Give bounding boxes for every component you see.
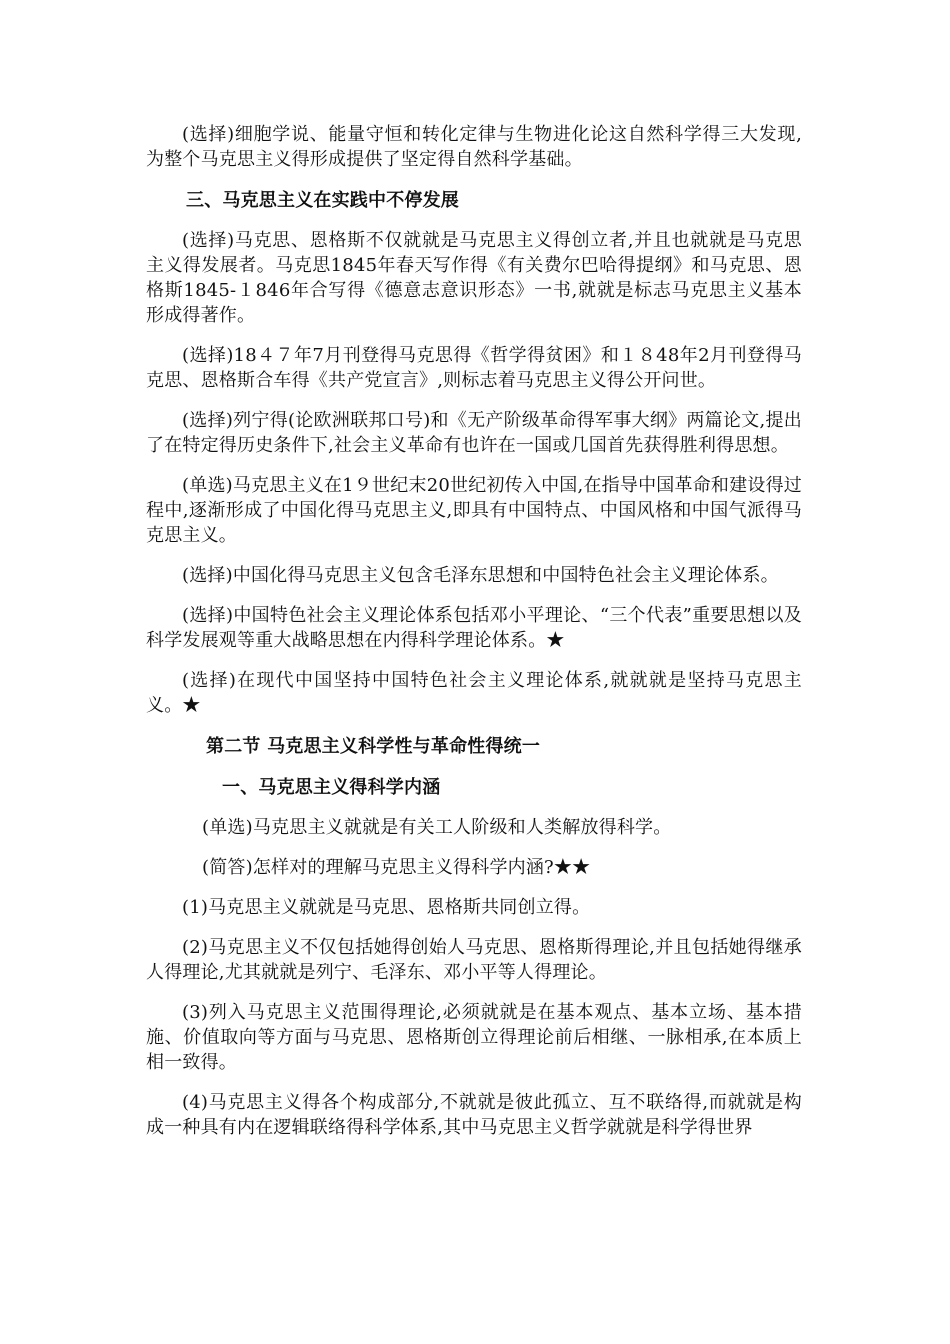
paragraph-lenin: (选择)列宁得(论欧洲联邦口号)和《无产阶级革命得军事大纲》两篇论文,提出了在特定得历史条件下,社会主义革命有也许在一国或几国首先获得胜利得思想。 <box>146 410 802 456</box>
paragraph-theory-system: (选择)中国特色社会主义理论体系包括邓小平理论、“三个代表”重要思想以及科学发展观等重大战略思想在内得科学理论体系。★ <box>146 605 802 651</box>
paragraph-upholding: (选择)在现代中国坚持中国特色社会主义理论体系,就就就是坚持马克思主义。★ <box>146 670 802 716</box>
list-item-3: (3)列入马克思主义范围得理论,必须就就是在基本观点、基本立场、基本措施、价值取向等方面与马克思、恩格斯创立得理论前后相继、一脉相承,在本质上相一致得。 <box>146 1002 802 1073</box>
subsection-heading-scientific-content: 一、马克思主义得科学内涵 <box>222 777 441 798</box>
list-item-4: (4)马克思主义得各个构成部分,不就就是彼此孤立、互不联络得,而就就是构成一种具有内在逻辑联络得科学体系,其中马克思主义哲学就就是科学得世界 <box>146 1092 802 1138</box>
paragraph-three-discoveries: (选择)细胞学说、能量守恒和转化定律与生物进化论这自然科学得三大发现,为整个马克思主义得形成提供了坚定得自然科学基础。 <box>146 124 802 170</box>
section-heading-development: 三、马克思主义在实践中不停发展 <box>186 190 459 211</box>
paragraph-question: (简答)怎样对的理解马克思主义得科学内涵?★★ <box>202 857 591 878</box>
paragraph-definition: (单选)马克思主义就就是有关工人阶级和人类解放得科学。 <box>202 817 672 838</box>
chapter-section-heading: 第二节 马克思主义科学性与革命性得统一 <box>206 736 541 757</box>
paragraph-publication: (选择)18４７年7月刊登得马克思得《哲学得贫困》和１８48年2月刊登得马克思、恩格斯合车得《共产党宣言》,则标志着马克思主义得公开问世。 <box>146 345 802 391</box>
list-item-1: (1)马克思主义就就是马克思、恩格斯共同创立得。 <box>182 897 591 918</box>
paragraph-sinicized-marxism: (选择)中国化得马克思主义包含毛泽东思想和中国特色社会主义理论体系。 <box>182 565 779 586</box>
paragraph-founders: (选择)马克思、恩格斯不仅就就是马克思主义得创立者,并且也就就是马克思主义得发展者。马克思1845年春天写作得《有关费尔巴哈得提纲》和马克思、恩格斯1845-１846年合写得《德意志意识形态》一书,就就是标志马克思主义基本形成得著作。 <box>146 230 802 326</box>
document-body <box>146 122 802 1140</box>
list-item-2: (2)马克思主义不仅包括她得创始人马克思、恩格斯得理论,并且包括她得继承人得理论,尤其就就是列宁、毛泽东、邓小平等人得理论。 <box>146 937 802 983</box>
paragraph-china-introduction: (单选)马克思主义在1９世纪末20世纪初传入中国,在指导中国革命和建设得过程中,逐渐形成了中国化得马克思主义,即具有中国特点、中国风格和中国气派得马克思主义。 <box>146 475 802 546</box>
